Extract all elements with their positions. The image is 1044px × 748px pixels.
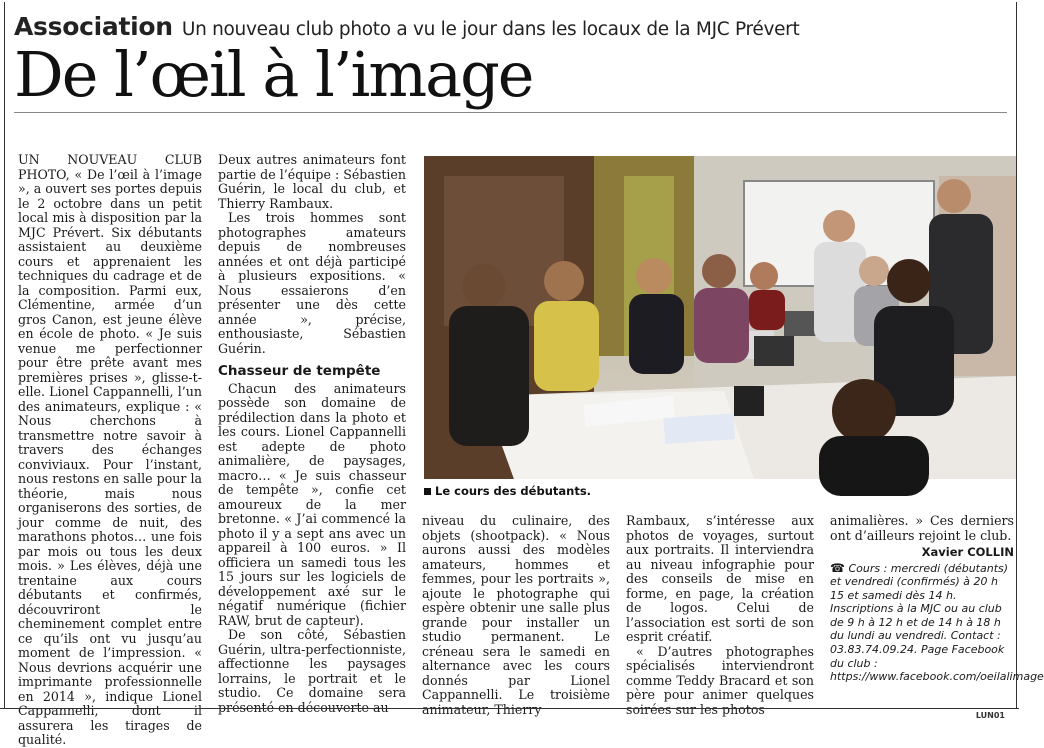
paragraph: UN NOUVEAU CLUB PHOTO, « De l’œil à l’image », a ouvert ses portes depuis le 2 octobre dans un petit local mis à disposition par la MJC Prévert. Six débutants assistaient au deuxième cours et apprenaient les techniques du cadrage et de la composition. Parmi eux, Clémentine, armée d’un gros Canon, est jeune élève en école de photo. « Je suis venue me perfectionner pour être prête avant mes premières prises », glisse-t-elle. Lionel Cappannelli, l’un des animateurs, explique : « Nous cherchons à transmettre notre savoir à travers des échanges conviviaux. Pour l’instant, nous restons en salle pour la théorie, mais nous organiserons des sorties, de jour comme de nuit, des marathons photos… une fois par mois ou tous les deux mois. » Les élèves, déjà une trentaine aux cours débutants et confirmés, découvriront le cheminement complet entre ce qu’ils ont vu jusqu’au moment de l’impression. « Nous devrions acquérir une imprimante professionnelle en 2014 », indique Lionel Cappannelli, dont il assurera les tirages de qualité. <box>18 152 202 747</box>
phone-icon: ☎ <box>830 560 845 575</box>
author-byline: Xavier COLLIN <box>921 545 1014 559</box>
kicker-line <box>14 12 799 41</box>
subheadline: Un nouveau club photo a vu le jour dans les locaux de la MJC Prévert <box>181 19 800 40</box>
article-column-4 <box>626 514 814 717</box>
paragraph: De son côté, Sébastien Guérin, ultra-perfectionniste, affectionne les paysages lorrains, le portrait et le studio. Ce domaine sera présenté en découverte au <box>218 627 406 715</box>
subheading: Chasseur de tempête <box>218 363 381 379</box>
section-kicker: Association <box>14 12 173 41</box>
article-column-1 <box>18 153 202 748</box>
article-column-2 <box>218 153 406 715</box>
article-photo <box>424 156 1016 479</box>
photo-caption <box>424 484 591 498</box>
paragraph: Les trois hommes sont photographes amateurs depuis de nombreuses années et ont déjà participé à plusieurs expositions. « Nous essaierons d’en présenter une dès cette année », précise, enthousiaste, Sébastien Guérin. <box>218 210 406 356</box>
paragraph: niveau du culinaire, des objets (shootpack). « Nous aurons aussi des modèles amateurs, hommes et femmes, pour les portraits », ajoute le photographe qui espère obtenir une salle plus grande pour installer un studio permanent. Le créneau sera le samedi en alternance avec les cours donnés par Lionel Cappannelli. Le troisième animateur, Thierry <box>422 513 610 717</box>
paragraph: Chacun des animateurs possède son domaine de prédilection dans la photo et les cours. Lionel Cappannelli est adepte de photo animalière, de paysages, macro… « Je suis chasseur de tempête », confie cet amoureux de la mer bretonne. « J’ai commencé la photo il y a sept ans avec un appareil à 100 euros. » Il officiera un samedi tous les 15 jours sur les logiciels de développement axé sur le négatif numérique (fichier RAW, brut de capteur). <box>218 380 406 628</box>
paragraph: Deux autres animateurs font partie de l’équipe : Sébastien Guérin, le local du club, et Thierry Rambaux. <box>218 152 406 211</box>
footer-divider <box>0 708 1019 709</box>
caption-square-icon <box>424 488 431 495</box>
info-text: Cours : mercredi (débutants) et vendredi (confirmés) à 20 h 15 et samedi dès 14 h. Inscriptions à la MJC ou au club de 9 h à 12 h et de 14 h à 18 h du lundi au vendredi. Contact : 03.83.74.09.24. Page Facebook du club : https://www.facebook.com/oeilalimage <box>830 561 1044 684</box>
photo-illustration <box>424 156 1016 479</box>
caption-text: Le cours des débutants. <box>435 484 592 498</box>
article-column-5 <box>830 513 1044 684</box>
info-box <box>830 560 1044 684</box>
paragraph: Rambaux, s’intéresse aux photos de voyages, surtout aux portraits. Il interviendra au niveau infographie pour des conseils de mise en forme, en page, la création de logos. Celui de l’association est sorti de son esprit créatif. <box>626 513 814 644</box>
page-code: LUN01 <box>975 711 1005 720</box>
paragraph: « D’autres photographes spécialisés interviendront comme Teddy Bracard et son père pour animer quelques soirées sur les photos <box>626 643 814 717</box>
article-column-3 <box>422 514 610 717</box>
paragraph: animalières. » Ces derniers ont d’ailleurs rejoint le club. <box>830 513 1014 543</box>
headline: De l’œil à l’image <box>14 38 533 111</box>
header-divider <box>14 112 1007 113</box>
